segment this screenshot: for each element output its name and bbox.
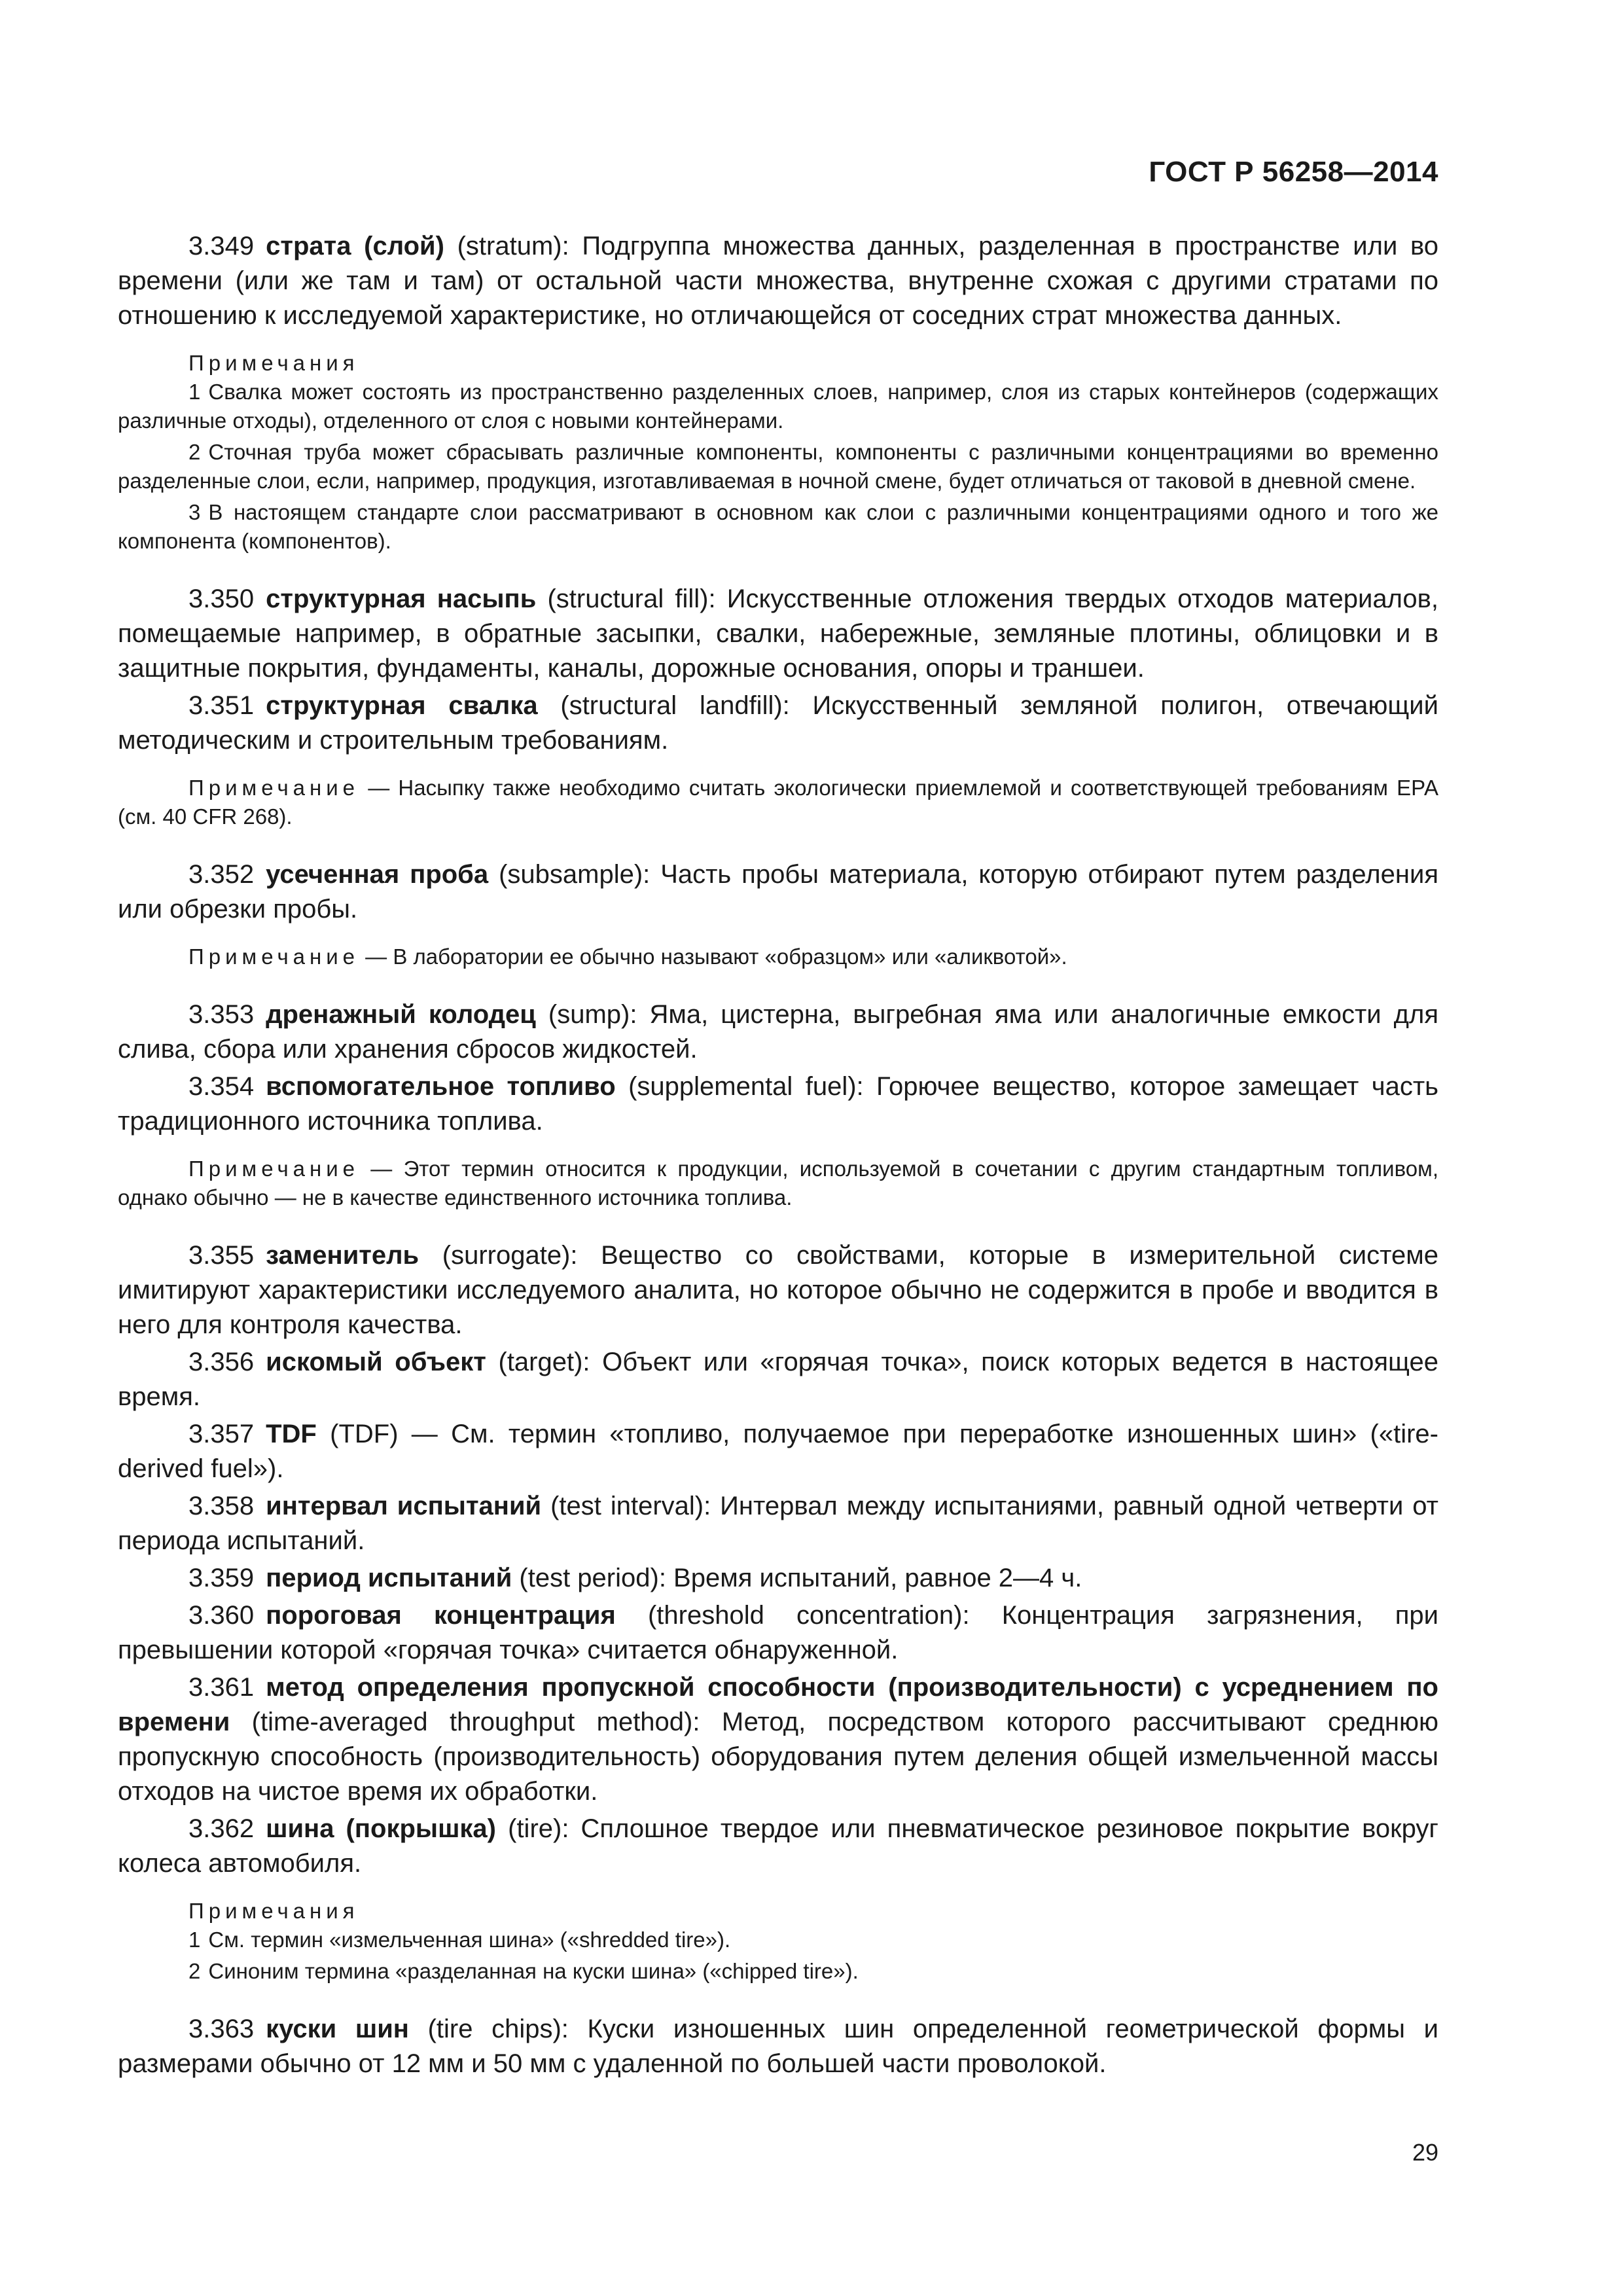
notes-heading: Примечания xyxy=(188,351,359,375)
term-entry xyxy=(118,1417,1438,1486)
notes-heading: Примечания xyxy=(188,1899,359,1923)
term-name: период испытаний xyxy=(266,1564,512,1592)
note-text: В настоящем стандарте слои рассматривают в основном как слои с различными концентрациями одного и того же компонента (компонентов). xyxy=(118,500,1438,553)
term-definition: (target): Объект или «горячая точка», поиск которых ведется в настоящее время. xyxy=(118,1348,1438,1411)
note-number: 2 xyxy=(188,440,201,464)
term-definition: (sump): Яма, цистерна, выгребная яма или аналогичные емкости для слива, сбора или хранения сбросов жидкостей. xyxy=(118,1000,1438,1064)
note-number: 1 xyxy=(188,1928,201,1952)
term-name: структурная свалка xyxy=(266,691,538,720)
term-definition: (supplemental fuel): Горючее вещество, которое замещает часть традиционного источника топлива. xyxy=(118,1072,1438,1136)
note-text: Свалка может состоять из пространственно разделенных слоев, например, слоя из старых контейнеров (содержащих различные отходы), отделенного от слоя с новыми контейнерами. xyxy=(118,380,1438,433)
term-name: страта (слой) xyxy=(266,232,444,260)
note-text: Сточная труба может сбрасывать различные компоненты, компоненты с различными концентрациями во временно разделенные слои, если, например, продукция, изготавливаемая в ночной смене, будет отличаться от таковой в дневной смене. xyxy=(118,440,1438,493)
note-number: 3 xyxy=(188,500,201,524)
note-number: 2 xyxy=(188,1959,201,1983)
term-definition: (tire chips): Куски изношенных шин определенной геометрической формы и размерами обычно от 12 мм и 50 мм с удаленной по большей части проволокой. xyxy=(118,2015,1439,2078)
term-entry xyxy=(118,1238,1438,1342)
term-number: 3.358 xyxy=(188,1492,255,1520)
notes-block xyxy=(118,349,1438,556)
note-item xyxy=(118,1926,1438,1954)
term-number: 3.360 xyxy=(188,1601,255,1630)
term-number: 3.351 xyxy=(188,691,255,720)
term-number: 3.350 xyxy=(188,584,255,613)
term-definition: (threshold concentration): Концентрация загрязнения, при превышении которой «горячая точка» считается обнаруженной. xyxy=(118,1601,1439,1664)
note-item xyxy=(118,1957,1438,1986)
note-text: Синоним термина «разделанная на куски шина» («chipped tire»). xyxy=(208,1959,859,1983)
term-name: пороговая концентрация xyxy=(266,1601,616,1630)
note xyxy=(118,1155,1438,1212)
term-entry xyxy=(118,1561,1438,1596)
term-entry xyxy=(118,229,1438,333)
page-number: 29 xyxy=(1412,2139,1438,2166)
term-definition: (structural fill): Искусственные отложения твердых отходов материалов, помещаемые например, в обратные засыпки, свалки, набережные, земляные плотины, облицовки и в защитные покрытия, фундаменты, каналы, дорожные основания, опоры и траншеи. xyxy=(118,584,1439,683)
note-number: 1 xyxy=(188,380,201,404)
term-number: 3.361 xyxy=(188,1673,255,1702)
document-body xyxy=(118,229,1438,2084)
term-name: вспомогательное топливо xyxy=(266,1072,616,1101)
term-entry xyxy=(118,582,1438,686)
term-definition: (surrogate): Вещество со свойствами, которые в измерительной системе имитируют характеристики исследуемого аналита, но которое обычно не содержится в пробе и вводится в него для контроля качества. xyxy=(118,1241,1438,1339)
notes-block xyxy=(118,1897,1438,1986)
term-name: усеченная проба xyxy=(266,860,489,889)
term-number: 3.363 xyxy=(188,2015,255,2043)
term-number: 3.354 xyxy=(188,1072,255,1101)
note-item xyxy=(118,378,1438,435)
term-entry xyxy=(118,1812,1438,1881)
note-text: См. термин «измельченная шина» («shredded tire»). xyxy=(208,1928,731,1952)
term-name: дренажный колодец xyxy=(266,1000,536,1029)
term-entry xyxy=(118,689,1438,758)
term-definition: (test period): Время испытаний, равное 2—4 ч. xyxy=(512,1564,1082,1592)
term-number: 3.355 xyxy=(188,1241,255,1270)
note-item xyxy=(118,498,1438,556)
term-definition: (time-averaged throughput method): Метод, посредством которого рассчитывают среднюю пропускную способность (производительность) оборудования путем деления общей измельченной массы отходов на чистое время их обработки. xyxy=(118,1708,1438,1806)
term-number: 3.357 xyxy=(188,1420,255,1448)
term-number: 3.349 xyxy=(188,232,255,260)
term-entry xyxy=(118,1489,1438,1558)
term-name: интервал испытаний xyxy=(266,1492,542,1520)
term-number: 3.356 xyxy=(188,1348,255,1376)
term-name: заменитель xyxy=(266,1241,419,1270)
note-label: Примечание xyxy=(188,944,360,969)
note-text: — В лаборатории ее обычно называют «образцом» или «аликвотой». xyxy=(359,944,1067,969)
term-number: 3.362 xyxy=(188,1814,255,1843)
note xyxy=(118,774,1438,831)
term-number: 3.359 xyxy=(188,1564,255,1592)
term-entry xyxy=(118,2012,1438,2081)
term-definition: (structural landfill): Искусственный земляной полигон, отвечающий методическим и строительным требованиям. xyxy=(118,691,1438,755)
term-name: шина (покрышка) xyxy=(266,1814,497,1843)
term-name: искомый объект xyxy=(266,1348,486,1376)
term-entry xyxy=(118,1598,1438,1668)
note-label: Примечание xyxy=(188,776,360,800)
term-name: метод определения пропускной способности (производительности) с усреднением по времени xyxy=(118,1673,1438,1736)
term-definition: (stratum): Подгруппа множества данных, разделенная в пространстве или во времени (или же там и там) от остальной части множества, внутренне схожая с другими стратами по отношению к исследуемой характеристике, но отличающейся от соседних страт множества данных. xyxy=(118,232,1438,330)
note-label: Примечание xyxy=(188,1157,360,1181)
standard-designation: ГОСТ Р 56258—2014 xyxy=(1149,156,1438,188)
term-entry xyxy=(118,997,1438,1067)
term-name: структурная насыпь xyxy=(266,584,537,613)
term-definition: (test interval): Интервал между испытаниями, равный одной четверти от периода испытаний. xyxy=(118,1492,1438,1555)
note-item xyxy=(118,438,1438,495)
term-entry xyxy=(118,857,1438,927)
term-entry xyxy=(118,1670,1438,1809)
term-entry xyxy=(118,1069,1438,1139)
term-definition: (TDF) — См. термин «топливо, получаемое при переработке изношенных шин» («tire-derived fuel»). xyxy=(118,1420,1438,1483)
term-name: TDF xyxy=(266,1420,317,1448)
term-name: куски шин xyxy=(266,2015,409,2043)
note xyxy=(118,942,1438,971)
term-definition: (tire): Сплошное твердое или пневматическое резиновое покрытие вокруг колеса автомобиля. xyxy=(118,1814,1439,1878)
term-number: 3.352 xyxy=(188,860,255,889)
term-entry xyxy=(118,1345,1438,1414)
term-number: 3.353 xyxy=(188,1000,255,1029)
note-text: — Этот термин относится к продукции, используемой в сочетании с другим стандартным топливом, однако обычно — не в качестве единственного источника топлива. xyxy=(118,1157,1438,1210)
note-text: — Насыпку также необходимо считать экологически приемлемой и соответствующей требованиям ЕРА (см. 40 CFR 268). xyxy=(118,776,1438,829)
term-definition: (subsample): Часть пробы материала, которую отбирают путем разделения или обрезки пробы. xyxy=(118,860,1438,924)
